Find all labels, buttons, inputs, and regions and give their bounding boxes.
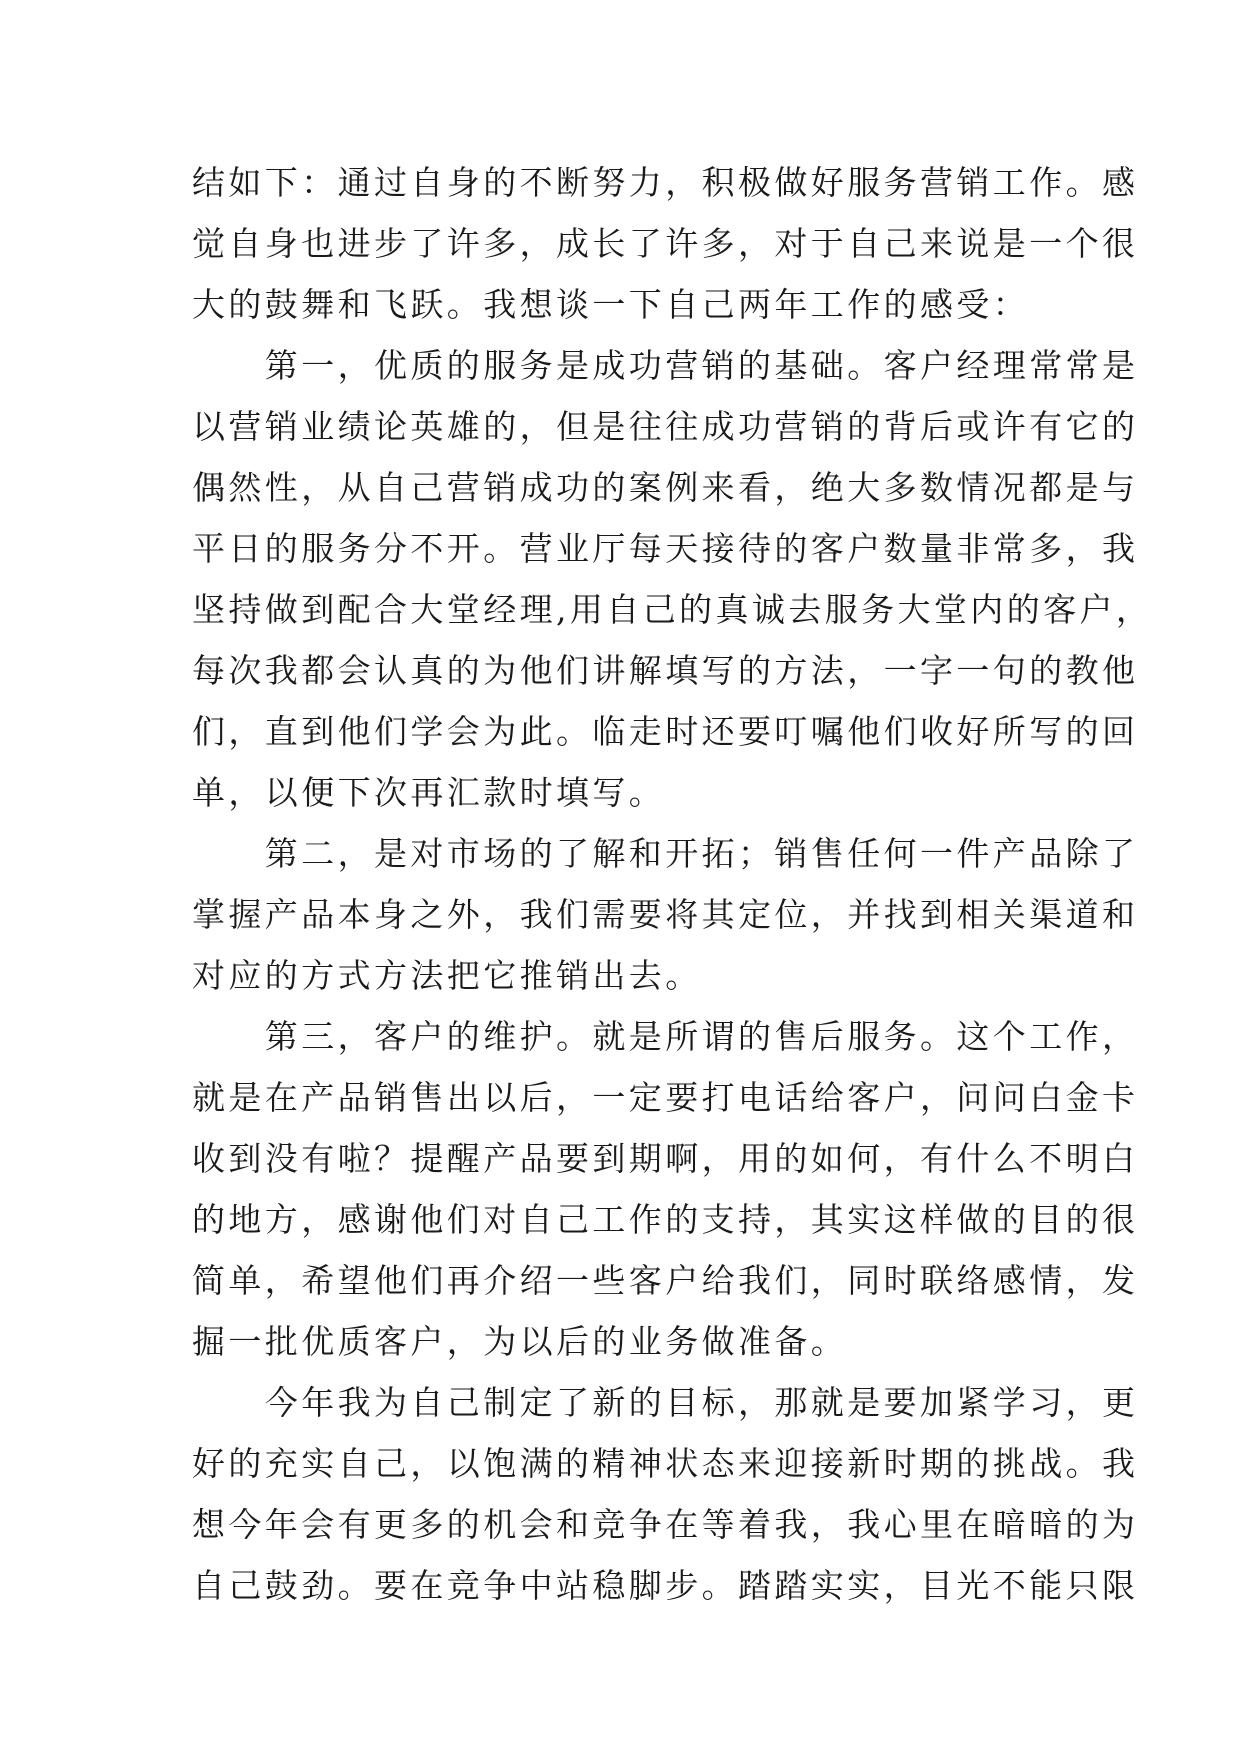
text-line: 对应的方式方法把它推销出去。 <box>192 956 702 995</box>
text-line: 的地方，感谢他们对自己工作的支持，其实这样做的目的很 <box>192 1200 1139 1239</box>
text-line: 偶然性，从自己营销成功的案例来看，绝大多数情况都是与 <box>192 468 1139 507</box>
text-line: 平日的服务分不开。营业厅每天接待的客户数量非常多，我 <box>192 529 1139 568</box>
text-line: 今年我为自己制定了新的目标，那就是要加紧学习，更 <box>192 1383 1139 1422</box>
text-line: 自己鼓劲。要在竞争中站稳脚步。踏踏实实，目光不能只限 <box>192 1566 1139 1605</box>
body-text <box>192 152 1153 1616</box>
text-line: 就是在产品销售出以后，一定要打电话给客户，问问白金卡 <box>192 1078 1139 1117</box>
text-line: 收到没有啦？提醒产品要到期啊，用的如何，有什么不明白 <box>192 1139 1139 1178</box>
text-line: 觉自身也进步了许多，成长了许多，对于自己来说是一个很 <box>192 224 1139 263</box>
text-line: 大的鼓舞和飞跃。我想谈一下自己两年工作的感受： <box>192 285 1030 324</box>
text-line: 好的充实自己，以饱满的精神状态来迎接新时期的挑战。我 <box>192 1444 1139 1483</box>
text-line: 坚持做到配合大堂经理,用自己的真诚去服务大堂内的客户， <box>192 590 1153 629</box>
text-line: 单，以便下次再汇款时填写。 <box>192 773 666 812</box>
text-line: 第二，是对市场的了解和开拓；销售任何一件产品除了 <box>192 834 1139 873</box>
text-line: 简单，希望他们再介绍一些客户给我们，同时联络感情，发 <box>192 1261 1139 1300</box>
text-line: 第三，客户的维护。就是所谓的售后服务。这个工作， <box>192 1017 1139 1056</box>
text-line: 结如下：通过自身的不断努力，积极做好服务营销工作。感 <box>192 163 1139 202</box>
text-line: 们，直到他们学会为此。临走时还要叮嘱他们收好所写的回 <box>192 712 1139 751</box>
text-line: 每次我都会认真的为他们讲解填写的方法，一字一句的教他 <box>192 651 1139 690</box>
text-line: 掘一批优质客户，为以后的业务做准备。 <box>192 1322 848 1361</box>
text-line: 第一，优质的服务是成功营销的基础。客户经理常常是 <box>192 346 1139 385</box>
text-line: 想今年会有更多的机会和竞争在等着我，我心里在暗暗的为 <box>192 1505 1139 1544</box>
text-line: 以营销业绩论英雄的，但是往往成功营销的背后或许有它的 <box>192 407 1139 446</box>
text-line: 掌握产品本身之外，我们需要将其定位，并找到相关渠道和 <box>192 895 1139 934</box>
